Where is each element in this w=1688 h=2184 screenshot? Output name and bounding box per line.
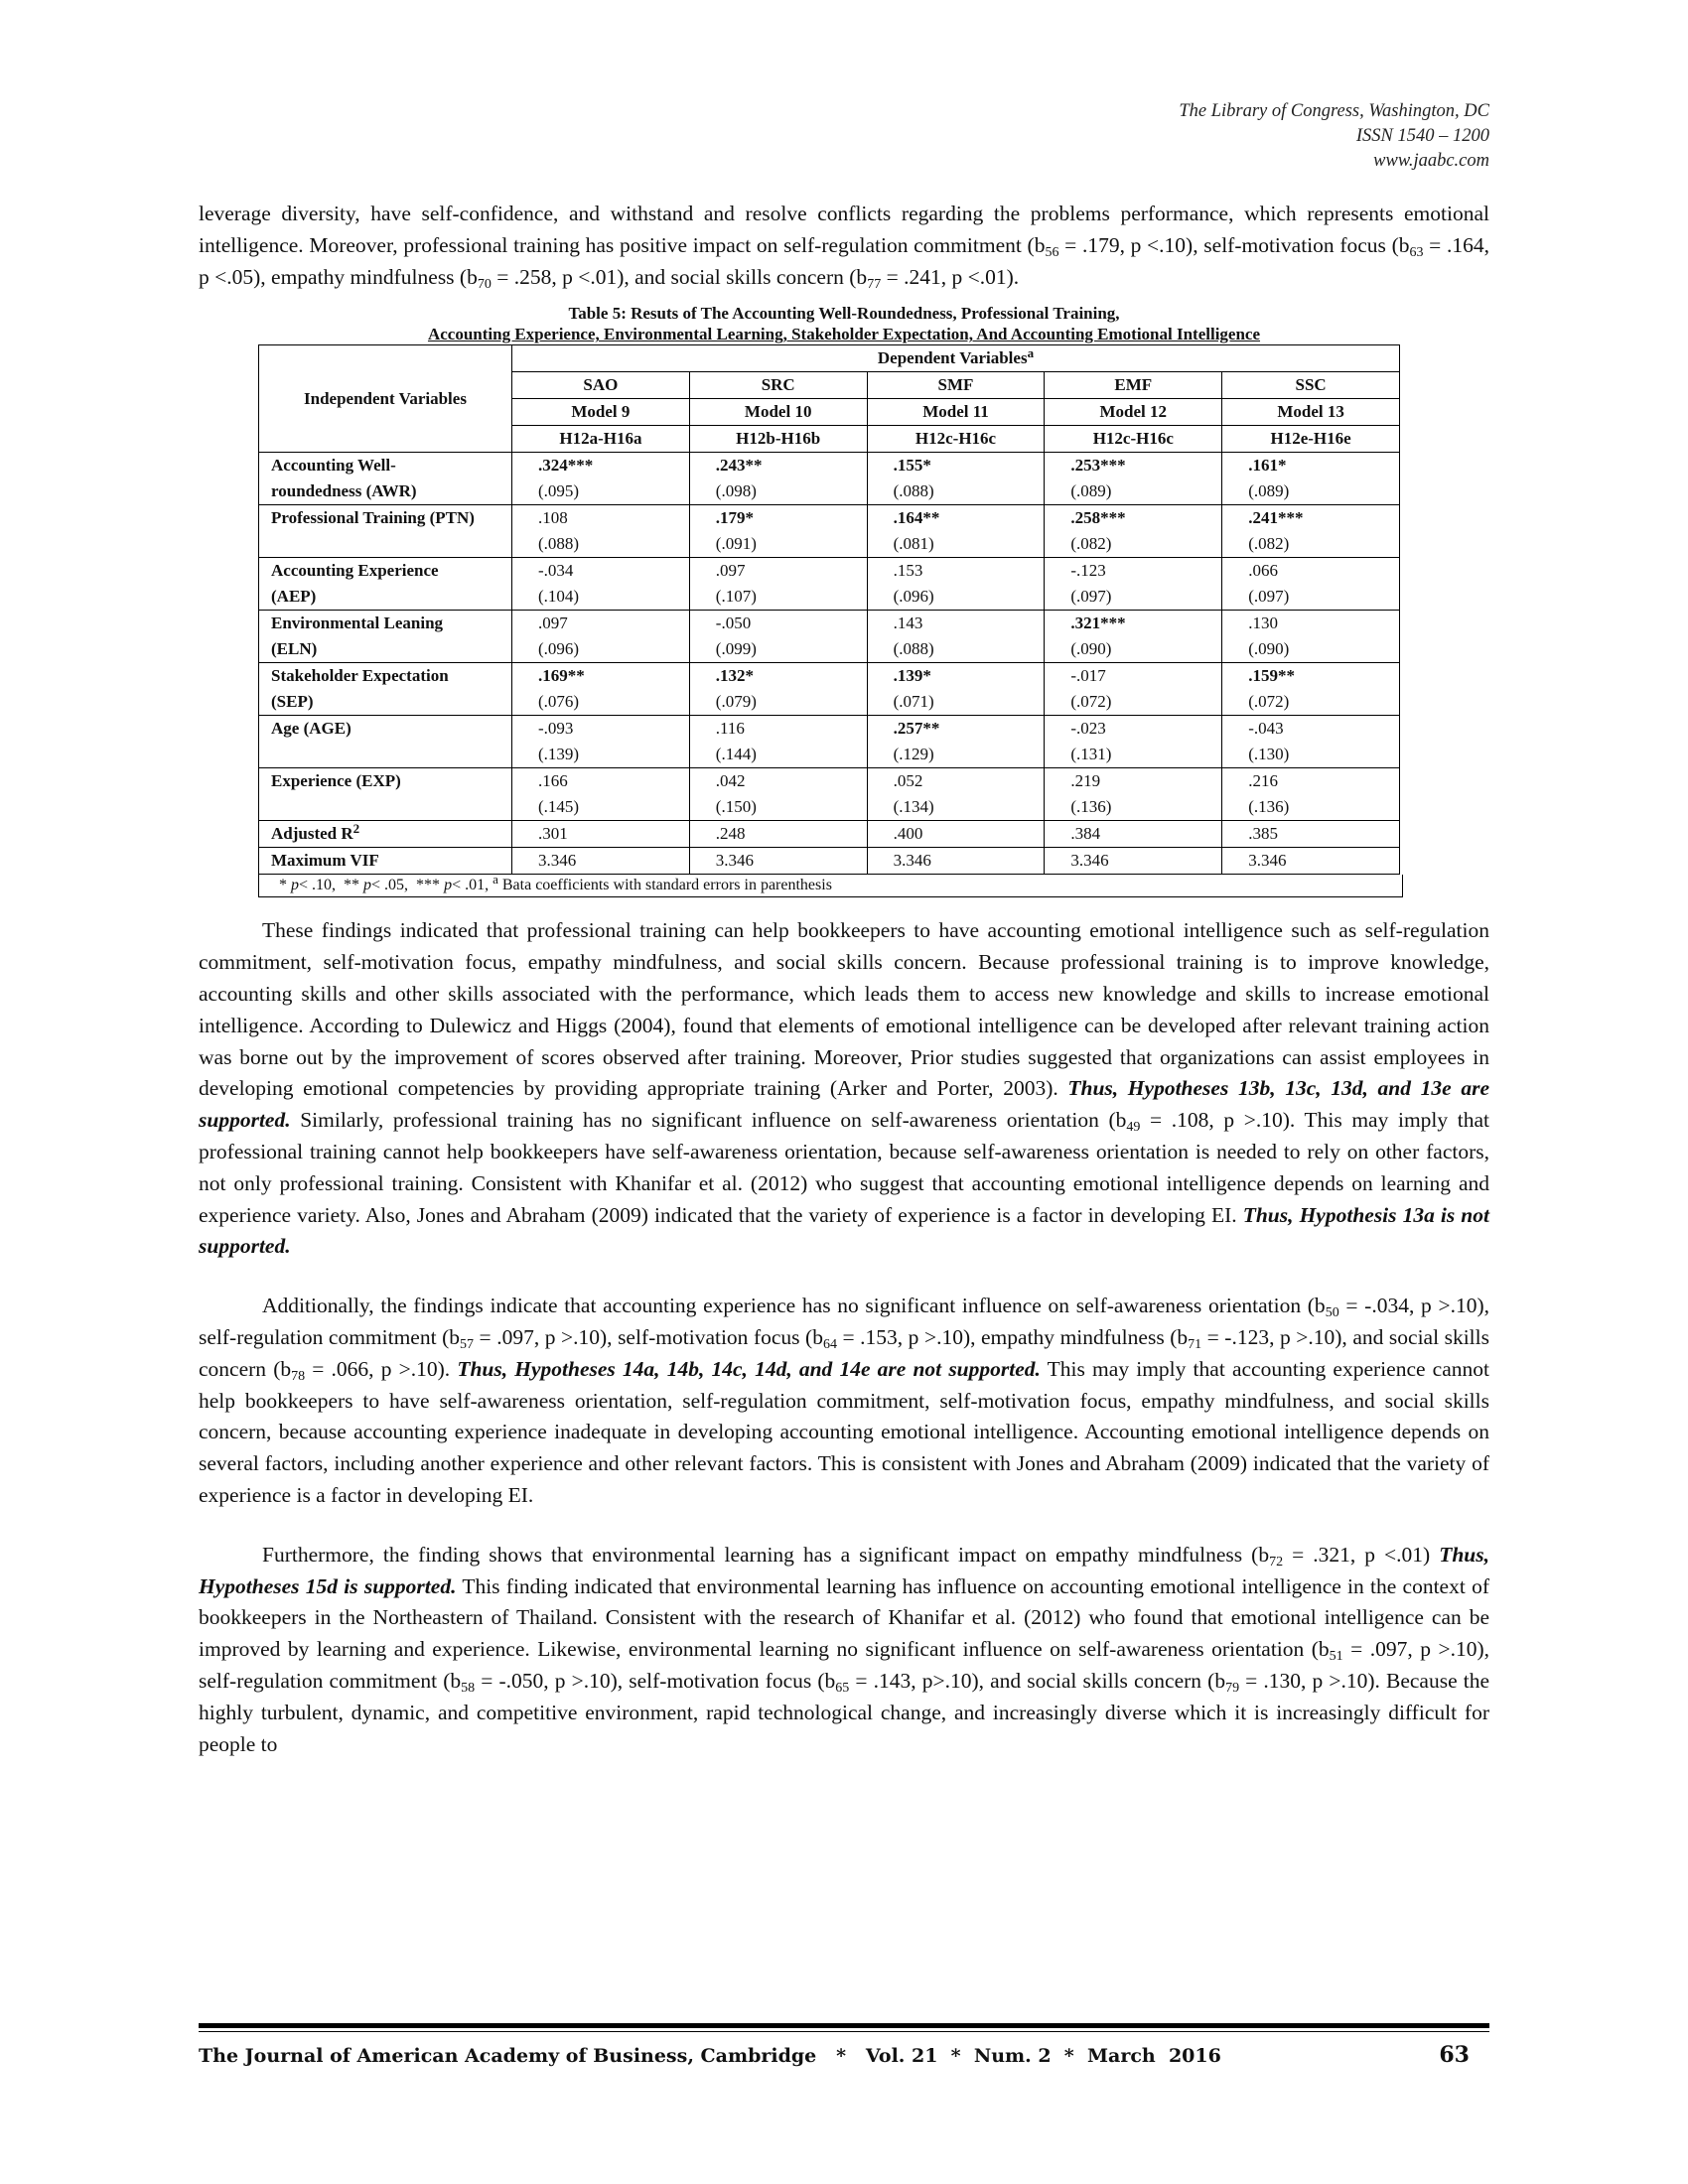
table-row [259,611,1400,663]
coefficient: -.093 [538,719,574,739]
results-table [258,344,1400,875]
standard-error: (.090) [1248,639,1290,659]
standard-error: (.090) [1070,639,1112,659]
coefficient: .052 [893,771,923,791]
table-note: * p< .10, ** p< .05, *** p< .01, $^a$ Bata coefficients with standard errors in parenthesis [258,875,1403,897]
standard-error: (.107) [715,587,757,607]
coefficient-cell [867,558,1045,611]
coefficient-cell [867,505,1045,558]
dependent-variables-header: Dependent Variables$^a$ [512,345,1400,372]
footer-rule-thick [199,2023,1489,2028]
coefficient-cell [512,716,690,768]
table-row [259,505,1400,558]
coefficient: .159** [1248,666,1295,686]
standard-error: (.130) [1248,745,1290,764]
standard-error: (.104) [538,587,580,607]
coefficient-cell [512,611,690,663]
paragraph-3: Additionally, the findings indicate that accounting experience has no significant influence on self-awareness orientation ($b_{50} = -.034$, p >.10), self-regulation commitment ($b_{57} = .097$, p >.10), self-motivation focus ($b_{64} = .153$, p >.10), empathy mindfulness ($b_{71} = -.123$, p >.10), and social skills concern ($b_{78} = .066$, p >.10). Thus, Hypotheses 14a, 14b, 14c, 14d, and 14e are not supported. This may imply that accounting experience cannot help bookkeepers to have self-awareness orientation, self-regulation commitment, self-motivation focus, empathy mindfulness, and social skills concern, because accounting experience inadequate in developing accounting emotional intelligence. Accounting emotional intelligence depends on several factors, including another experience and other relevant factors. This is consistent with Jones and Abraham (2009) indicated that the variety of experience is a factor in developing EI. [199,1294,1489,1507]
coefficient: -.123 [1070,561,1106,581]
coefficient-cell [1222,505,1400,558]
coefficient: .219 [1070,771,1101,791]
coefficient-cell [1045,611,1222,663]
coefficient: .143 [893,614,923,633]
coefficient: .324*** [538,456,594,476]
standard-error: (.072) [1248,692,1290,712]
coefficient: .130 [1248,614,1278,633]
coefficient-cell [512,768,690,821]
table-row [259,663,1400,716]
coefficient-cell [867,768,1045,821]
coefficient: .042 [715,771,746,791]
coefficient: .216 [1248,771,1278,791]
header-line-3: www.jaabc.com [1373,151,1489,171]
coefficient: .097 [715,561,746,581]
coefficient-cell [689,663,867,716]
coefficient-cell [1045,663,1222,716]
coefficient-cell [689,768,867,821]
adjusted-r2-value: .301 [512,821,690,848]
coefficient-cell [512,558,690,611]
standard-error: (.098) [715,481,757,501]
coefficient: -.050 [715,614,752,633]
coefficient-cell [512,453,690,505]
coefficient: .321*** [1070,614,1126,633]
coefficient: -.023 [1070,719,1106,739]
coefficient-cell [1045,505,1222,558]
standard-error: (.081) [893,534,934,554]
page-body [199,199,1489,1760]
footer-journal: The Journal of American Academy of Business, Cambridge * Vol. 21 * Num. 2 * March 2016 [199,2045,1221,2067]
standard-error: (.088) [893,481,934,501]
coefficient: .132* [715,666,755,686]
paragraph-2: These findings indicated that professional training can help bookkeepers to have accounting emotional intelligence such as self-regulation commitment, self-motivation focus, empathy mindfulness, and social skills concern. Because professional training is to improve knowledge, accounting skills and other skills associated with the performance, which leads them to access new knowledge and skills to increase emotional intelligence. According to Dulewicz and Higgs (2004), found that elements of emotional intelligence can be developed after relevant training action was borne out by the improvement of scores observed after training. Moreover, Prior studies suggested that organizations can assist employees in developing emotional competencies by providing appropriate training (Arker and Porter, 2003). Thus, Hypotheses 13b, 13c, 13d, and 13e are supported. Similarly, professional training has no significant influence on self-awareness orientation ($b_{49} = .108$, p >.10). This may imply that professional training cannot help bookkeepers have self-awareness orientation, because self-awareness orientation is needed to rely on other factors, not only professional training. Consistent with Khanifar et al. (2012) who suggest that accounting emotional intelligence depends on learning and experience variety. Also, Jones and Abraham (2009) indicated that the variety of experience is a factor in developing EI. Thus, Hypothesis 13a is not supported. [199,918,1489,1259]
adjusted-r2-label: Adjusted $R^2$ [259,821,512,848]
coefficient-cell [1045,768,1222,821]
column-header-hyp: H12c-H16c [1045,426,1222,453]
standard-error: (.079) [715,692,757,712]
coefficient-cell [689,611,867,663]
coefficient: .179* [715,508,755,528]
standard-error: (.097) [1248,587,1290,607]
standard-error: (.136) [1070,797,1112,817]
coefficient: .164** [893,508,940,528]
standard-error: (.099) [715,639,757,659]
standard-error: (.150) [715,797,757,817]
coefficient: .155* [893,456,931,476]
running-header [1179,99,1489,174]
standard-error: (.082) [1248,534,1290,554]
max-vif-value: 3.346 [1222,848,1400,875]
independent-variable-label: Age (AGE) [259,716,512,768]
page-footer [199,2023,1489,2068]
independent-variable-label: Stakeholder Expectation (SEP) [259,663,512,716]
column-header-hyp: H12c-H16c [867,426,1045,453]
column-header-model: Model 9 [512,399,690,426]
coefficient-cell [689,716,867,768]
coefficient: .153 [893,561,923,581]
adjusted-r2-value: .385 [1222,821,1400,848]
standard-error: (.134) [893,797,934,817]
standard-error: (.139) [538,745,580,764]
standard-error: (.076) [538,692,580,712]
standard-error: (.145) [538,797,580,817]
standard-error: (.072) [1070,692,1112,712]
coefficient-cell [1222,663,1400,716]
independent-variable-label: Accounting Well- roundedness (AWR) [259,453,512,505]
coefficient: .116 [715,719,745,739]
adjusted-r2-row [259,821,1400,848]
coefficient: .241*** [1248,508,1304,528]
max-vif-label: Maximum VIF [259,848,512,875]
standard-error: (.096) [893,587,934,607]
independent-variable-label: Environmental Leaning (ELN) [259,611,512,663]
independent-variable-label: Professional Training (PTN) [259,505,512,558]
standard-error: (.082) [1070,534,1112,554]
coefficient: .139* [893,666,931,686]
paragraph-4: Furthermore, the finding shows that environmental learning has a significant impact on empathy mindfulness ($b_{72} = .321$, p <.01) Thus, Hypotheses 15d is supported. This finding indicated that environmental learning has influence on accounting emotional intelligence in the context of bookkeepers in the Northeastern of Thailand. Consistent with the research of Khanifar et al. (2012) who found that emotional intelligence can be improved by learning and experience. Likewise, environmental learning no significant influence on self-awareness orientation ($b_{51} = .097$, p >.10), self-regulation commitment ($b_{58} = -.050$, p >.10), self-motivation focus ($b_{65} = .143$, p>.10), and social skills concern ($b_{79} = .130$, p >.10). Because the highly turbulent, dynamic, and competitive environment, rapid technological change, and increasingly diverse which it is increasingly difficult for people to [199,1542,1489,1756]
coefficient-cell [1222,716,1400,768]
column-header-code: SSC [1222,372,1400,399]
standard-error: (.088) [538,534,580,554]
standard-error: (.144) [715,745,757,764]
coefficient: .169** [538,666,585,686]
page-number: 63 [1439,2042,1470,2068]
coefficient: .253*** [1070,456,1126,476]
coefficient-cell [1222,453,1400,505]
column-header-hyp: H12a-H16a [512,426,690,453]
coefficient-cell [867,453,1045,505]
standard-error: (.091) [715,534,757,554]
header-line-1: The Library of Congress, Washington, DC [1179,101,1489,121]
adjusted-r2-value: .248 [689,821,867,848]
column-header-hyp: H12b-H16b [689,426,867,453]
coefficient-cell [689,558,867,611]
max-vif-row [259,848,1400,875]
coefficient: .108 [538,508,568,528]
coefficient-cell [867,611,1045,663]
standard-error: (.088) [893,639,934,659]
standard-error: (.071) [893,692,934,712]
coefficient-cell [512,663,690,716]
coefficient: .258*** [1070,508,1126,528]
table-caption-line-2: Accounting Experience, Environmental Learning, Stakeholder Expectation, And Accounting Emotional Intelligence [427,325,1261,344]
max-vif-value: 3.346 [689,848,867,875]
coefficient: -.034 [538,561,574,581]
column-header-code: SAO [512,372,690,399]
adjusted-r2-value: .384 [1045,821,1222,848]
standard-error: (.131) [1070,745,1112,764]
coefficient-cell [1045,716,1222,768]
independent-variable-label: Experience (EXP) [259,768,512,821]
table-caption [199,303,1489,344]
header-line-2: ISSN 1540 – 1200 [1355,126,1489,146]
table-header-row [259,345,1400,372]
column-header-model: Model 11 [867,399,1045,426]
coefficient: .066 [1248,561,1278,581]
coefficient: .257** [893,719,940,739]
coefficient: -.043 [1248,719,1284,739]
coefficient-cell [1045,453,1222,505]
coefficient: .243** [715,456,763,476]
standard-error: (.097) [1070,587,1112,607]
standard-error: (.096) [538,639,580,659]
coefficient-cell [867,663,1045,716]
table-caption-line-1: Table 5: Resuts of The Accounting Well-Roundedness, Professional Training, [568,304,1120,324]
column-header-code: SMF [867,372,1045,399]
standard-error: (.089) [1248,481,1290,501]
column-header-model: Model 10 [689,399,867,426]
coefficient: .166 [538,771,568,791]
max-vif-value: 3.346 [512,848,690,875]
coefficient-cell [689,505,867,558]
independent-variable-label: Accounting Experience (AEP) [259,558,512,611]
table-row [259,768,1400,821]
independent-variables-header: Independent Variables [259,345,512,453]
max-vif-value: 3.346 [867,848,1045,875]
adjusted-r2-value: .400 [867,821,1045,848]
coefficient: .161* [1248,456,1287,476]
footer-rule-thin [199,2031,1489,2032]
standard-error: (.129) [893,745,934,764]
paragraph-1: leverage diversity, have self-confidence, and withstand and resolve conflicts regarding the problems performance, which represents emotional intelligence. Moreover, professional training has positive impact on self-regulation commitment ($b_{56} = .179$, p <.10), self-motivation focus ($b_{63} = .164$, p <.05), empathy mindfulness ($b_{70} = .258$, p <.01), and social skills concern ($b_{77} = .241$, p <.01). [199,202,1489,292]
column-header-model: Model 13 [1222,399,1400,426]
table-row [259,558,1400,611]
coefficient-cell [1045,558,1222,611]
standard-error: (.089) [1070,481,1112,501]
coefficient-cell [512,505,690,558]
max-vif-value: 3.346 [1045,848,1222,875]
coefficient: .097 [538,614,568,633]
column-header-code: EMF [1045,372,1222,399]
coefficient-cell [1222,768,1400,821]
standard-error: (.136) [1248,797,1290,817]
coefficient-cell [689,453,867,505]
standard-error: (.095) [538,481,580,501]
coefficient-cell [1222,611,1400,663]
coefficient: -.017 [1070,666,1106,686]
column-header-code: SRC [689,372,867,399]
coefficient-cell [1222,558,1400,611]
table-row [259,716,1400,768]
column-header-model: Model 12 [1045,399,1222,426]
column-header-hyp: H12e-H16e [1222,426,1400,453]
coefficient-cell [867,716,1045,768]
table-row [259,453,1400,505]
